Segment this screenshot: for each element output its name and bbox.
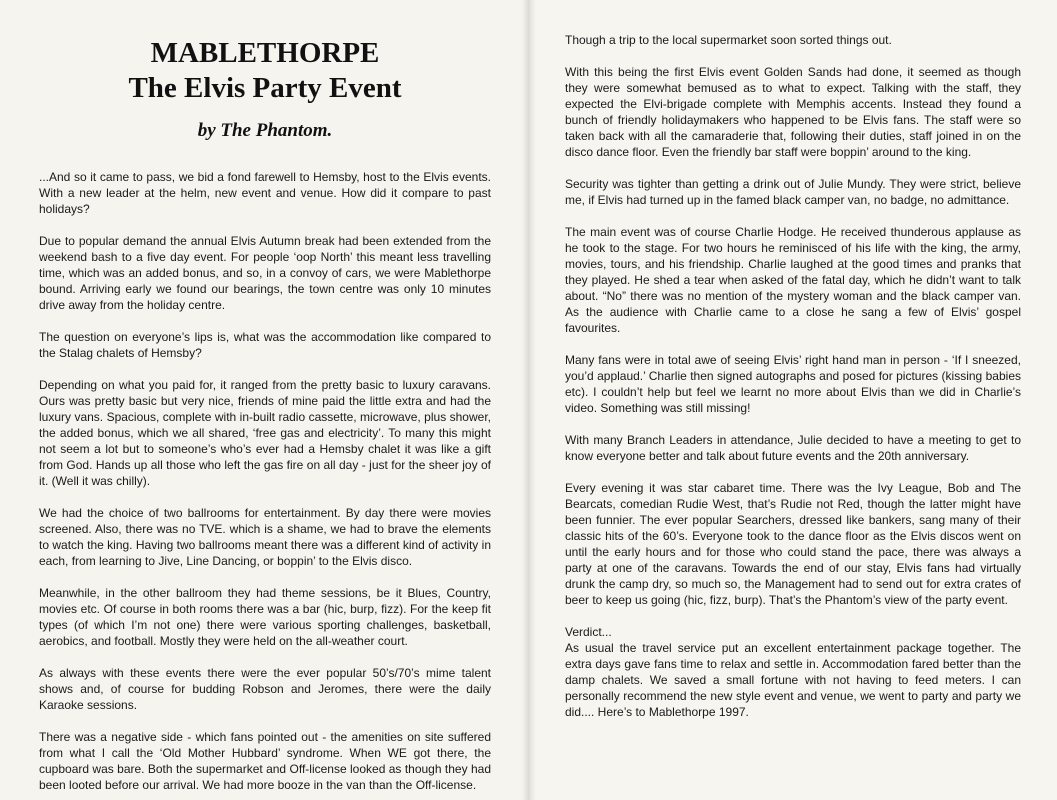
article-header (40, 36, 490, 142)
paragraph: There was a negative side - which fans pointed out - the amenities on site suffered from what I call the ‘Old Mother Hubbard’ syndrome. When WE got there, the cupboard was bare. Both the supermarket and Off-license looked as though they had been looted before our arrival. We had more booze in the van than the Off-license. (39, 730, 491, 792)
paragraph: As always with these events there were the ever popular 50’s/70’s mime talent shows and, of course for budding Robson and Jeromes, there were the daily Karaoke sessions. (39, 666, 491, 712)
title-line-2: The Elvis Party Event (128, 72, 402, 104)
paragraph: The question on everyone’s lips is, what was the accommodation like compared to the Stalag chalets of Hemsby? (39, 330, 491, 360)
left-page (0, 0, 528, 800)
paragraph: Many fans were in total awe of seeing Elvis’ right hand man in person - ‘If I sneezed, you’d applaud.’ Charlie then signed autographs and posed for pictures (kissing babies etc). I couldn’t help but feel we learnt no more about Elvis than we did in Charlie’s video. Something was still missing! (565, 353, 1021, 415)
verdict-heading: Verdict... (565, 625, 612, 639)
article-title (40, 36, 490, 106)
left-column (39, 169, 491, 800)
page-gutter (522, 0, 536, 800)
verdict-paragraph: As usual the travel service put an excellent entertainment package together. The extra days gave fans time to relax and settle in. Accommodation fared better than the damp chalets. We saved a small fortune with not having to feed meters. I can personally recommend the new style event and venue, we went to party and party we did.... Here’s to Mablethorpe 1997. (565, 641, 1021, 719)
paragraph: With this being the first Elvis event Golden Sands had done, it seemed as though they were somewhat bemused as to what to expect. Talking with the staff, they expected the Elvi-brigade complete with Memphis accents. Instead they found a bunch of friendly holidaymakers who happened to be Elvis fans. The staff were so taken back with all the camaraderie that, following their duties, staff joined in on the disco dance floor. Even the friendly bar staff were boppin’ around to the king. (565, 65, 1021, 159)
paragraph: ...And so it came to pass, we bid a fond farewell to Hemsby, host to the Elvis events. With a new leader at the helm, new event and venue. How did it compare to past holidays? (39, 170, 491, 216)
title-line-1: MABLETHORPE (150, 37, 380, 69)
right-column (565, 32, 1021, 736)
paragraph: Meanwhile, in the other ballroom they had theme sessions, be it Blues, Country, movies etc. Of course in both rooms there was a bar (hic, burp, fizz). For the keep fit types (of which I’m not one) there were various sporting challenges, basketball, aerobics, and football. Mostly they were held on the all-weather court. (39, 586, 491, 648)
article-byline: by The Phantom. (197, 120, 333, 141)
paragraph: Due to popular demand the annual Elvis Autumn break had been extended from the weekend bash to a five day event. For people ‘oop North’ this meant less travelling time, which was an added bonus, and so, in a convoy of cars, we were Mablethorpe bound. Arriving early we found our bearings, the town centre was only 10 minutes drive away from the holiday centre. (39, 234, 491, 312)
paragraph: Security was tighter than getting a drink out of Julie Mundy. They were strict, believe me, if Elvis had turned up in the famed black camper van, no badge, no admittance. (565, 177, 1021, 207)
right-page (528, 0, 1057, 800)
paragraph: Depending on what you paid for, it ranged from the pretty basic to luxury caravans. Ours was pretty basic but very nice, friends of mine paid the little extra and had the luxury vans. Spacious, complete with in-built radio cassette, microwave, plus shower, the added bonus, which we all shared, ‘free gas and electricity’. To many this might not seem a lot but to someone’s who’s ever had a Hemsby chalet it was like a gift from God. Hands up all those who left the gas fire on all day - just for the sheer joy of it. (Well it was chilly). (39, 378, 491, 488)
paragraph: With many Branch Leaders in attendance, Julie decided to have a meeting to get to know everyone better and talk about future events and the 20th anniversary. (565, 433, 1021, 463)
paragraph: Though a trip to the local supermarket soon sorted things out. (565, 33, 892, 47)
paragraph: We had the choice of two ballrooms for entertainment. By day there were movies screened. Also, there was no TVE. which is a shame, we had to brave the elements to watch the king. Having two ballrooms meant there was a different kind of activity in each, from learning to Jive, Line Dancing, or boppin’ to the Elvis disco. (39, 506, 491, 568)
paragraph: Every evening it was star cabaret time. There was the Ivy League, Bob and The Bearcats, comedian Rudie West, that’s Rudie not Red, though the latter might have been funnier. The ever popular Searchers, dressed like bankers, sang many of their classic hits of the 60’s. Everyone took to the dance floor as the Elvis discos went on until the early hours and for those who could stand the pace, there was always a party at one of the caravans. Towards the end of our stay, Elvis fans had virtually drunk the camp dry, so much so, the Management had to send out for extra crates of beer to keep us going (hic, fizz, burp). That’s the Phantom’s view of the party event. (565, 481, 1021, 607)
paragraph: The main event was of course Charlie Hodge. He received thunderous applause as he took to the stage. For two hours he reminisced of his life with the king, the army, movies, tours, and his friendship. Charlie laughed at the good times and pranks that they played. He shed a tear when asked of the fatal day, which he didn’t want to talk about. “No” there was no mention of the mystery woman and the black camper van. As the audience with Charlie came to a close he sang a few of Elvis’ gospel favourites. (565, 225, 1021, 335)
